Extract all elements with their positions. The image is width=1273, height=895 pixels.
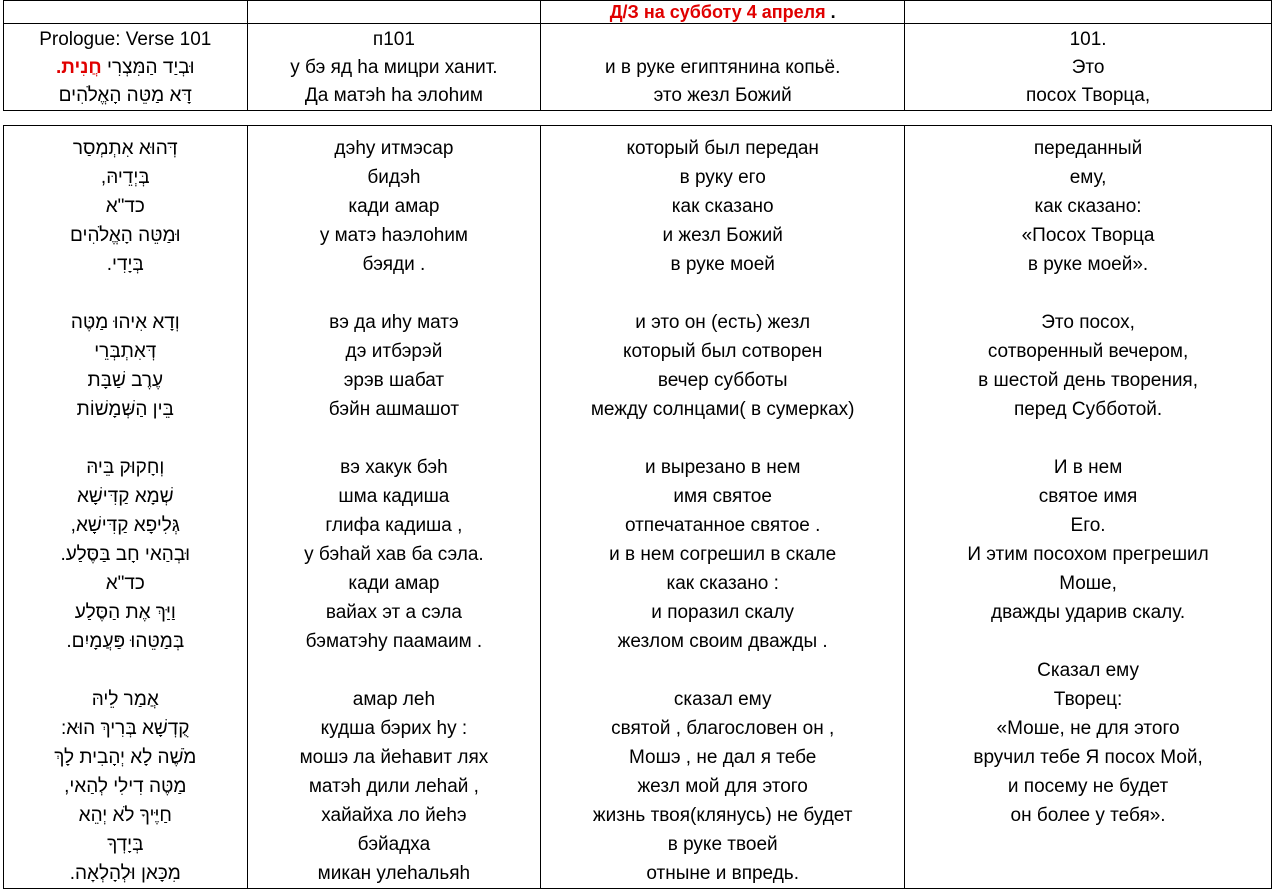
aramaic-column [4,126,248,889]
stanza-gap [248,279,541,308]
transliteration-line: у матэ hаэлоhим [319,225,468,246]
verse-aramaic-highlight: חֲנִית. [55,57,102,78]
verse-literal-translation-cell [541,24,905,111]
verse-header-table [3,0,1272,111]
translation-line: Моше, [1059,573,1117,594]
transliteration-line: бэйн ашмашот [328,399,460,420]
homework-title [541,1,905,24]
transliteration-line: мошэ ла йеhавит лях [299,747,489,768]
literal-translation-line: сказал ему [673,689,772,710]
stanza-gap [541,656,904,685]
translation-line: перед Субботой. [1013,399,1163,420]
aramaic-line: וּמַטֵּה הָאֱלֹהִים [70,225,181,246]
stanza-gap [248,424,541,453]
translation-line: И этим посохом прегрешил [967,544,1209,565]
translation-line: сотворенный вечером, [987,341,1189,362]
aramaic-line: בְּיָדִי. [106,254,144,275]
aramaic-line: בְּמַטֵּהוּ פַּעֲמָיִם. [66,631,185,652]
verse-literal-line [541,26,904,54]
verse-aramaic-line: דָּא מַטֵּה הָאֱלֹהִים [58,85,192,106]
transliteration-line: бидэh [367,167,421,188]
verse-transliteration-line: п101 [372,29,415,50]
transliteration-line: микан улеhальяh [317,863,471,884]
transliteration-line: кудша бэрих hу : [320,718,468,739]
translation-line: Его. [1070,515,1106,536]
text-body-row [4,126,1272,889]
verse-translation-line: Это [1071,57,1105,78]
aramaic-line: חַיֶּיךָ לֹא יְהֵא [78,805,172,826]
literal-translation-line: отпечатанное святое . [624,515,821,536]
title-cell-empty-1 [4,1,248,24]
stanza-gap [4,656,247,685]
literal-translation-line: и вырезано в нем [644,457,801,478]
translation-line: Сказал ему [1037,660,1139,681]
translation-line: и посему не будет [1007,776,1169,797]
aramaic-line: שְׁמָא קַדִּישָׁא [76,486,174,507]
title-row [4,1,1272,24]
translation-line: святое имя [1038,486,1138,507]
aramaic-line: מַטֶּה דִילִי לְהַאי, [64,776,187,797]
verse-literal-line: это жезл Божий [653,85,792,106]
translation-line: «Посох Творца [1021,225,1155,246]
aramaic-line: כד"א [105,573,145,594]
stanza-gap [4,279,247,308]
literal-translation-line: в руке твоей [667,834,778,855]
literal-translation-line: и в нем согрешил в скале [609,544,837,565]
transliteration-line: дэhу итмэсар [334,138,454,159]
verse-translation-line: 101. [1069,29,1107,50]
transliteration-line: кади амар [348,573,440,594]
literal-translation-line: вечер субботы [657,370,788,391]
transliteration-line: эрэв шабат [343,370,445,391]
verse-row [4,24,1272,111]
translation-line: он более у тебя». [1010,805,1166,826]
literal-translation-line: жезл мой для этого [637,776,808,797]
translation-line: в шестой день творения, [978,370,1199,391]
literal-translation-line: как сказано [671,196,774,217]
aramaic-line: דְּאִתְבְּרֵי [94,341,157,362]
verse-translation-line: посох Творца, [1025,85,1151,106]
homework-title-text: Д/З на субботу 4 апреля [609,2,826,22]
literal-translation-line: в руке моей [670,254,775,275]
translation-line: ему, [1069,167,1107,188]
transliteration-line: вэ да иhу матэ [329,312,459,333]
literal-translation-line: и это он (есть) жезл [635,312,811,333]
literal-translation-line: в руку его [679,167,766,188]
stanza-gap [905,627,1271,656]
aramaic-line: וְחָקוּק בֵּיהּ [86,457,165,478]
transliteration-line: дэ итбэрэй [345,341,443,362]
transliteration-line: бэяди . [362,254,426,275]
literal-translation-line: жизнь твоя(клянусь) не будет [592,805,853,826]
verse-label: Prologue: Verse 101 [39,29,212,50]
translation-line: дважды ударив скалу. [991,602,1186,623]
literal-translation-line: который был передан [626,138,819,159]
transliteration-line: бэйадха [357,834,431,855]
literal-translation-line: и жезл Божий [662,225,783,246]
title-cell-empty-2 [247,1,541,24]
transliteration-line: матэh дили леhай , [308,776,479,797]
literal-translation-line: Мошэ , не дал я тебе [628,747,817,768]
stanza-gap [541,424,904,453]
transliteration-line: шма кадиша [338,486,450,507]
stanza-gap [905,424,1271,453]
aramaic-line: מֹשֶׁה לָא יְהָבִית לָךְ [54,747,197,768]
verse-aramaic-text: וּבְיַד הַמִּצְרִי [107,57,195,78]
stanza-gap [541,279,904,308]
verse-transliteration-line: у бэ яд hа мицри ханит. [290,57,498,78]
verse-aramaic-cell [4,24,248,111]
translation-line: «Моше, не для этого [996,718,1180,739]
aramaic-line: גְּלִיפָא קַדִּישָׁא, [70,515,180,536]
aramaic-line: אֲמַר לֵיהּ [91,689,159,710]
transliteration-line: хайайха ло йеhэ [321,805,467,826]
homework-title-dot: . [825,2,836,22]
aramaic-line: דְּהוּא אִתְמְסַר [72,138,178,159]
stanza-gap [4,424,247,453]
aramaic-line: וְדָא אִיהוּ מַטֶּה [70,312,180,333]
literal-translation-line: как сказано : [666,573,779,594]
verse-transliteration-cell [247,24,541,111]
literal-translation-line: отныне и впредь. [646,863,799,884]
aramaic-line: וַיַּךְ אֶת הַסֶּלַע [74,602,176,623]
translation-line: Это посох, [1041,312,1135,333]
aramaic-line: כד"א [105,196,145,217]
literal-translation-line: между солнцами( в сумерках) [590,399,855,420]
text-body-table [3,125,1272,889]
translation-line: переданный [1033,138,1143,159]
stanza-gap [248,656,541,685]
aramaic-line: בְּיָדְךָ [107,834,144,855]
literal-translation-line: святой , благословен он , [611,718,835,739]
aramaic-line: בֵּין הַשְּׁמָשׁוֹת [76,399,174,420]
transliteration-column [247,126,541,889]
title-cell-empty-4 [905,1,1272,24]
aramaic-line: בְּיְדֵיהּ, [100,167,150,188]
transliteration-line: амар леh [352,689,436,710]
stanza-gap [905,279,1271,308]
translation-line: Творец: [1053,689,1123,710]
transliteration-line: вэ хакук бэh [340,457,448,478]
transliteration-line: у бэhай хав ба сэла. [304,544,484,565]
literal-translation-line: который был сотворен [622,341,823,362]
aramaic-line: וּבְהַאי חָב בַּסֶּלַע. [60,544,191,565]
transliteration-line: вайах эт а сэла [325,602,462,623]
literal-translation-line: имя святое [673,486,772,507]
translation-line: в руке моей». [1027,254,1149,275]
translation-line: вручил тебе Я посох Мой, [973,747,1203,768]
verse-translation-cell [905,24,1272,111]
literal-translation-line: жезлом своим дважды . [617,631,828,652]
aramaic-line: קֻדְשָׁא בְּרִיךְ הוּא: [61,718,190,739]
verse-aramaic-line [4,54,247,82]
literal-translation-line: и поразил скалу [651,602,795,623]
aramaic-line: מִכָּאן וּלְהָלְאָה. [69,863,181,884]
transliteration-line: бэматэhу паамаим . [305,631,483,652]
transliteration-line: глифа кадиша , [325,515,463,536]
literal-translation-column [541,126,905,889]
translation-line: как сказано: [1034,196,1142,217]
verse-literal-line: и в руке египтянина копьё. [604,57,841,78]
verse-transliteration-line: Да матэh hа элоhим [304,85,483,106]
translation-line: И в нем [1053,457,1123,478]
aramaic-line: עֶרֶב שַׁבָּת [87,370,164,391]
translation-column [905,126,1272,889]
transliteration-line: кади амар [348,196,440,217]
